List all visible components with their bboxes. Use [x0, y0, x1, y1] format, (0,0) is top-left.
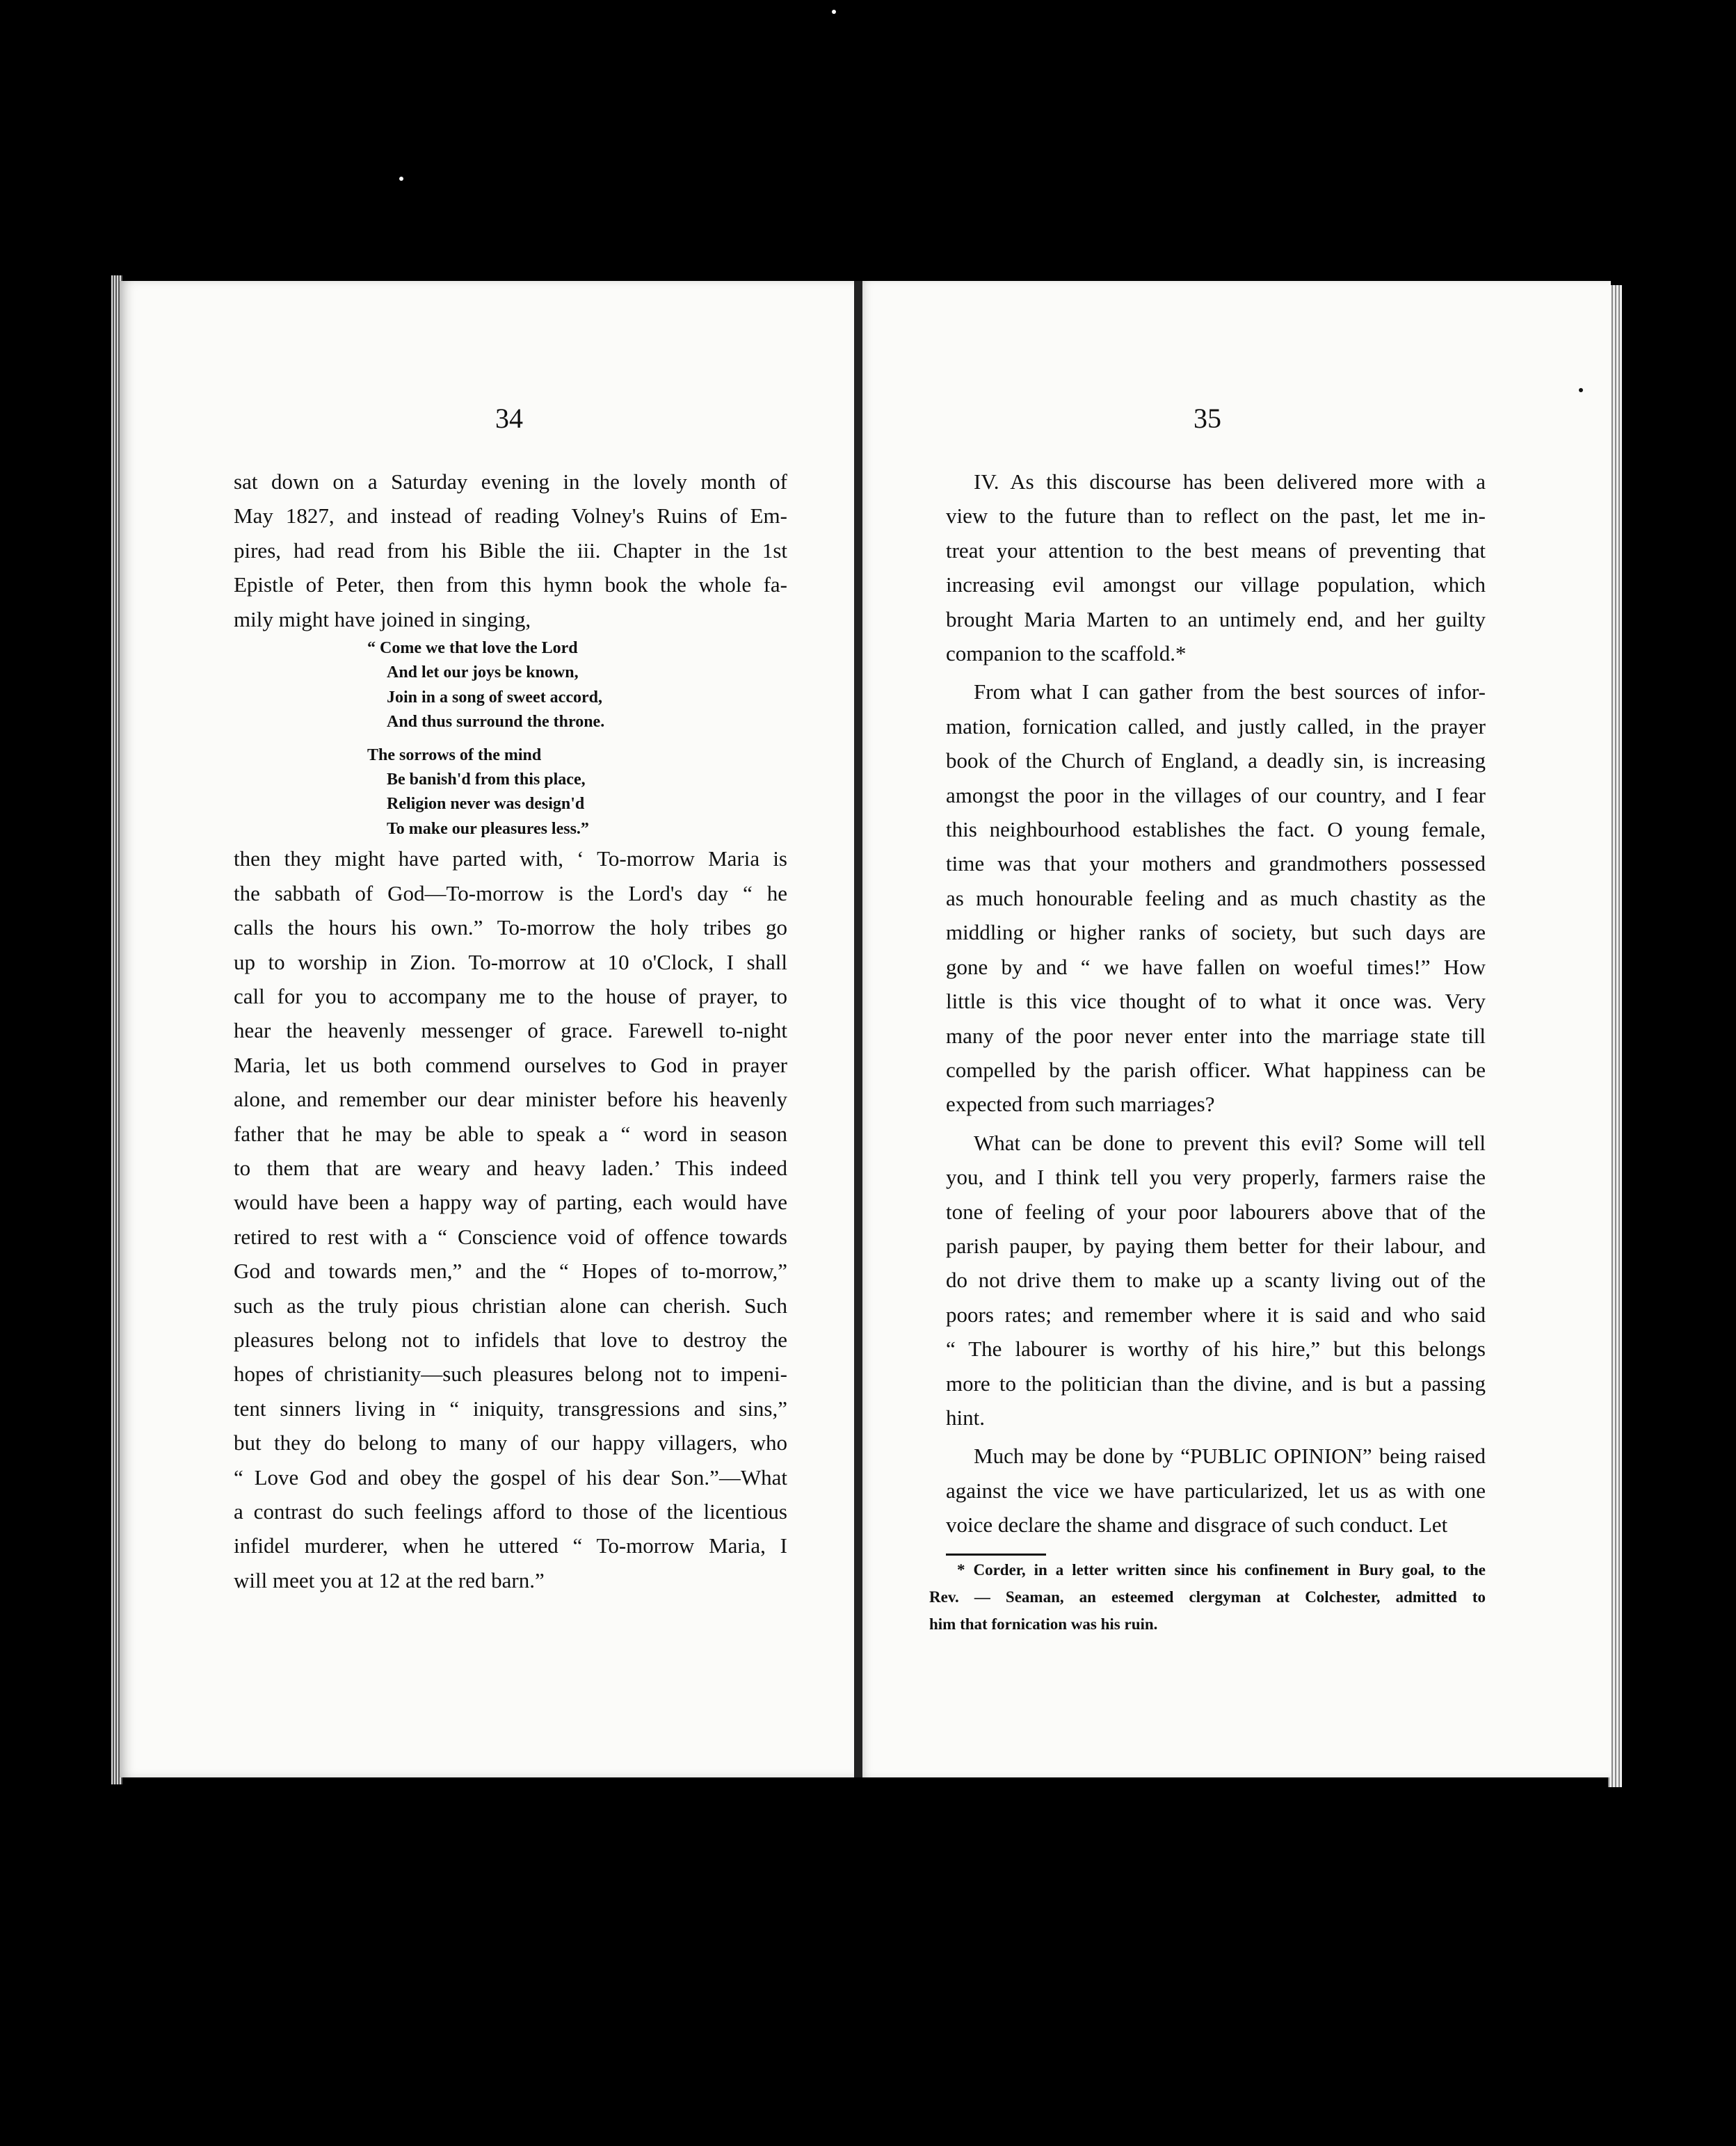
text-line: to them that are weary and heavy laden.’ This indeed	[234, 1155, 787, 1180]
text-line: treat your attention to the best means of preventing that	[946, 538, 1486, 563]
text-line: time was that your mothers and grandmothers possessed	[946, 851, 1486, 876]
text-line: amongst the poor in the villages of our country, and I fear	[946, 782, 1486, 807]
left-paragraph-1	[234, 465, 787, 636]
text-line: the sabbath of God—To-morrow is the Lord's day “ he	[234, 880, 787, 905]
right-page-text	[946, 465, 1486, 1542]
text-line: view to the future than to reflect on the past, let me in-	[946, 503, 1486, 529]
text-line: “ Love God and obey the gospel of his dear Son.”—What	[234, 1465, 787, 1490]
text-line: such as the truly pious christian alone can cherish. Such	[234, 1293, 787, 1318]
text-line: hint.	[946, 1405, 985, 1430]
text-line: call for you to accompany me to the house of prayer, to	[234, 983, 787, 1008]
text-line: What can be done to prevent this evil? Some will tell	[974, 1130, 1486, 1155]
text-line: Maria, let us both commend ourselves to God in prayer	[234, 1052, 787, 1077]
text-line: this neighbourhood establishes the fact. O young female,	[946, 817, 1486, 842]
footnote	[929, 1556, 1486, 1638]
hymn-line: Religion never was design'd	[387, 795, 585, 814]
hymn-line: The sorrows of the mind	[367, 745, 542, 764]
text-line: Epistle of Peter, then from this hymn book the whole fa-	[234, 572, 787, 597]
hymn-line: To make our pleasures less.”	[387, 819, 589, 838]
text-line: “ The labourer is worthy of his hire,” but this belongs	[946, 1337, 1486, 1362]
text-line: mation, fornication called, and justly called, in the prayer	[946, 713, 1486, 739]
footnote-line: Rev. — Seaman, an esteemed clergyman at Colchester, admitted to	[929, 1588, 1486, 1606]
text-line: IV. As this discourse has been delivered more with a	[974, 469, 1486, 494]
text-line: infidel murderer, when he uttered “ To-morrow Maria, I	[234, 1533, 787, 1558]
left-page-text	[234, 465, 787, 1597]
hymn-stanza-1	[367, 636, 787, 735]
text-line: will meet you at 12 at the red barn.”	[234, 1567, 545, 1592]
left-page-number: 34	[495, 403, 523, 434]
scan-dust	[832, 10, 836, 14]
text-line: many of the poor never enter into the marriage state till	[946, 1023, 1486, 1048]
text-line: you, and I think tell you very properly, farmers raise the	[946, 1165, 1486, 1190]
text-line: tent sinners living in “ iniquity, transgressions and sins,”	[234, 1396, 787, 1421]
text-line: parish pauper, by paying them better for their labour, and	[946, 1233, 1486, 1258]
text-line: sat down on a Saturday evening in the lovely month of	[234, 469, 787, 494]
footnote-line: * Corder, in a letter written since his confinement in Bury goal, to the	[957, 1561, 1486, 1579]
hymn-verse	[234, 636, 787, 841]
text-line: May 1827, and instead of reading Volney's Ruins of Em-	[234, 503, 787, 529]
hymn-stanza-2	[367, 743, 787, 842]
text-line: gone by and “ we have fallen on woeful times!” How	[946, 954, 1486, 979]
hymn-line: “ Come we that love the Lord	[367, 639, 578, 658]
hymn-line: And let our joys be known,	[387, 663, 579, 682]
text-line: alone, and remember our dear minister before his heavenly	[234, 1087, 787, 1112]
text-line: mily might have joined in singing,	[234, 606, 531, 631]
text-line: God and towards men,” and the “ Hopes of to-morrow,”	[234, 1259, 787, 1284]
text-line: Much may be done by “PUBLIC OPINION” being raised	[974, 1444, 1486, 1469]
text-line: retired to rest with a “ Conscience void of offence towards	[234, 1224, 787, 1249]
text-line: a contrast do such feelings afford to those of the licentious	[234, 1499, 787, 1524]
hymn-line: Join in a song of sweet accord,	[387, 688, 602, 707]
book-gutter	[854, 281, 862, 1777]
text-line: but they do belong to many of our happy villagers, who	[234, 1430, 787, 1455]
text-line: father that he may be able to speak a “ word in season	[234, 1121, 787, 1146]
hymn-line: And thus surround the throne.	[387, 713, 605, 732]
text-line: do not drive them to make up a scanty living out of the	[946, 1268, 1486, 1293]
text-line: would have been a happy way of parting, each would have	[234, 1190, 787, 1215]
text-line: against the vice we have particularized, let us as with one	[946, 1478, 1486, 1503]
text-line: pires, had read from his Bible the iii. Chapter in the 1st	[234, 538, 787, 563]
text-line: middling or higher ranks of society, but such days are	[946, 920, 1486, 945]
text-line: calls the hours his own.” To-morrow the holy tribes go	[234, 915, 787, 940]
text-line: book of the Church of England, a deadly sin, is increasing	[946, 748, 1486, 773]
footnote-rule	[946, 1554, 1046, 1556]
text-line: From what I can gather from the best sources of infor-	[974, 679, 1486, 704]
text-line: more to the politician than the divine, and is but a passing	[946, 1371, 1486, 1396]
right-page-number: 35	[1194, 403, 1221, 434]
left-paragraph-2	[234, 841, 787, 1597]
text-line: companion to the scaffold.*	[946, 641, 1187, 666]
footnote-line: him that fornication was his ruin.	[929, 1615, 1158, 1633]
scan-dust	[399, 177, 403, 181]
text-line: poors rates; and remember where it is said and who said	[946, 1302, 1486, 1327]
text-line: increasing evil amongst our village population, which	[946, 572, 1486, 597]
text-line: hopes of christianity—such pleasures belong not to impeni-	[234, 1362, 787, 1387]
text-line: up to worship in Zion. To-morrow at 10 o'Clock, I shall	[234, 949, 787, 974]
text-line: as much honourable feeling and as much chastity as the	[946, 885, 1486, 910]
text-line: pleasures belong not to infidels that love to destroy the	[234, 1327, 787, 1352]
right-page-paragraphs	[946, 465, 1486, 1542]
scan-dust	[1579, 388, 1583, 392]
text-line: little is this vice thought of to what it once was. Very	[946, 989, 1486, 1014]
text-line: expected from such marriages?	[946, 1092, 1215, 1117]
text-line: voice declare the shame and disgrace of such conduct. Let	[946, 1512, 1448, 1538]
hymn-line: Be banish'd from this place,	[387, 771, 586, 789]
text-line: tone of feeling of your poor labourers above that of the	[946, 1199, 1486, 1224]
text-line: compelled by the parish officer. What happiness can be	[946, 1057, 1486, 1082]
text-line: brought Maria Marten to an untimely end, and her guilty	[946, 606, 1486, 631]
text-line: then they might have parted with, ‘ To-morrow Maria is	[234, 846, 787, 871]
text-line: hear the heavenly messenger of grace. Farewell to-night	[234, 1018, 787, 1043]
